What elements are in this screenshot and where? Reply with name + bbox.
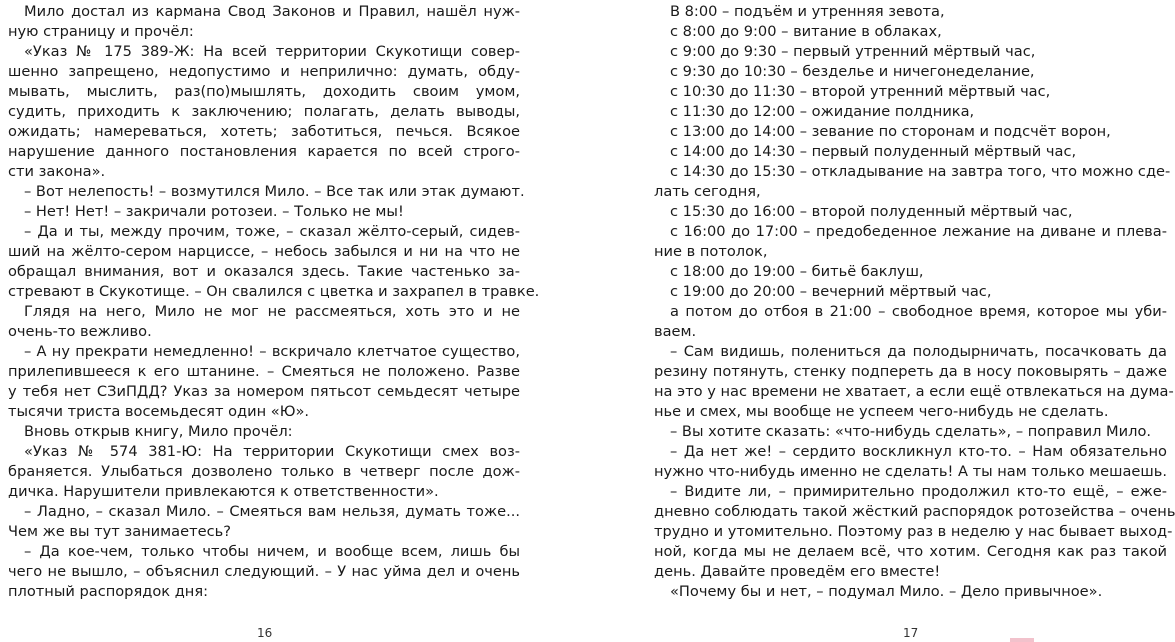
text-line: трудно и утомительно. Поэтому раз в неделю у нас бывает выход-: [654, 523, 1173, 540]
text-line: с 13:00 до 14:00 – зевание по сторонам и подсчёт ворон,: [670, 123, 1111, 140]
text-line: браняется. Улыбаться дозволено только в четверг после дож-: [8, 463, 520, 480]
text-line: судить, приходить к заключению; полагать, делать выводы,: [8, 103, 520, 120]
edge-color-mark: [1010, 638, 1034, 642]
text-line: с 16:00 до 17:00 – предобеденное лежание на диване и плева-: [670, 223, 1167, 240]
text-line: плотный распорядок дня:: [8, 583, 209, 600]
text-line: с 9:30 до 10:30 – безделье и ничегонеделание,: [670, 63, 1035, 80]
text-line: нье и смех, мы вообще не успеем чего-нибудь не сделать.: [654, 403, 1109, 420]
text-line: с 18:00 до 19:00 – битьё баклуш,: [670, 263, 924, 280]
text-line: а потом до отбоя в 21:00 – свободное время, которое мы уби-: [670, 303, 1167, 320]
text-line: с 14:00 до 14:30 – первый полуденный мёртвый час,: [670, 143, 1077, 160]
text-line: на это у нас времени не хватает, а если ещё отвлекаться на дума-: [654, 383, 1174, 400]
text-line: Глядя на него, Мило не мог не рассмеяться, хоть это и не: [24, 303, 520, 320]
text-line: с 19:00 до 20:00 – вечерний мёртвый час,: [670, 283, 992, 300]
text-line: шенно запрещено, недопустимо и неприлично: думать, обду-: [8, 63, 520, 80]
text-line: ние в потолок,: [654, 243, 768, 260]
text-line: лать сегодня,: [654, 183, 761, 200]
text-line: резину потянуть, стенку подпереть да в носу поковырять – даже: [654, 363, 1167, 380]
text-line: – А ну прекрати немедленно! – вскричало клетчатое существо,: [24, 343, 520, 360]
text-line: Вновь открыв книгу, Мило прочёл:: [24, 423, 293, 440]
text-line: нарушение данного постановления карается по всей строго-: [8, 143, 520, 160]
text-line: Мило достал из кармана Свод Законов и Правил, нашёл нуж-: [24, 3, 520, 20]
text-line: с 15:30 до 16:00 – второй полуденный мёртвый час,: [670, 203, 1073, 220]
text-line: сти закона».: [8, 163, 106, 180]
text-line: ную страницу и прочёл:: [8, 23, 194, 40]
text-line: – Нет! Нет! – закричали ротозеи. – Только не мы!: [24, 203, 404, 220]
text-line: очень-то вежливо.: [8, 323, 152, 340]
text-line: – Да и ты, между прочим, тоже, – сказал жёлто-серый, сидев-: [24, 223, 520, 240]
text-line: с 14:30 до 15:30 – откладывание на завтра того, что можно сде-: [670, 163, 1171, 180]
text-line: – Да нет же! – сердито воскликнул кто-то. – Нам обязательно: [670, 443, 1167, 460]
text-line: тысячи триста восемьдесят один «Ю».: [8, 403, 310, 420]
text-line: ваем.: [654, 323, 697, 340]
text-line: Чем же вы тут занимаетесь?: [8, 523, 231, 540]
text-line: – Вы хотите сказать: «что-нибудь сделать», – поправил Мило.: [670, 423, 1152, 440]
text-line: – Видите ли, – примирительно продолжил кто-то ещё, – еже-: [670, 483, 1167, 500]
text-line: ожидать; намереваться, хотеть; заботиться, печься. Всякое: [8, 123, 520, 140]
left-page-number: 16: [257, 626, 273, 640]
text-line: у тебя нет СЗиПДД? Указ за номером пятьсот семьдесят четыре: [8, 383, 520, 400]
text-line: с 8:00 до 9:00 – витание в облаках,: [670, 23, 942, 40]
text-line: – Вот нелепость! – возмутился Мило. – Все так или этак думают.: [24, 183, 525, 200]
text-line: с 11:30 до 12:00 – ожидание полдника,: [670, 103, 975, 120]
text-line: обращал внимания, вот и оказался здесь. Такие частенько за-: [8, 263, 520, 280]
text-line: «Указ № 175 389-Ж: На всей территории Скукотищи совер-: [24, 43, 520, 60]
text-line: с 9:00 до 9:30 – первый утренний мёртвый час,: [670, 43, 1036, 60]
text-line: ший на жёлто-сером нарциссе, – небось забылся и ни на что не: [8, 243, 520, 260]
text-line: «Почему бы и нет, – подумал Мило. – Дело привычное».: [670, 583, 1103, 600]
text-line: – Да кое-чем, только чтобы ничем, и вообще всем, лишь бы: [24, 543, 520, 560]
text-line: с 10:30 до 11:30 – второй утренний мёртвый час,: [670, 83, 1051, 100]
text-line: прилепившееся к его штанине. – Смеяться не положено. Разве: [8, 363, 520, 380]
text-line: – Ладно, – сказал Мило. – Смеяться вам нельзя, думать тоже...: [24, 503, 520, 520]
text-line: мывать, мыслить, раз(по)мышлять, доходить своим умом,: [8, 83, 520, 100]
text-line: В 8:00 – подъём и утренняя зевота,: [670, 3, 945, 20]
text-line: дичка. Нарушители привлекаются к ответственности».: [8, 483, 439, 500]
text-line: день. Давайте проведём его вместе!: [654, 563, 941, 580]
text-line: нужно что-нибудь именно не сделать! А ты нам только мешаешь.: [654, 463, 1167, 480]
text-line: дневно соблюдать такой жёсткий распорядок ротозейства – очень: [654, 503, 1175, 520]
text-line: – Сам видишь, полениться да полодырничать, посачковать да: [670, 343, 1167, 360]
right-page-number: 17: [903, 626, 919, 640]
text-line: чего не вышло, – объяснил следующий. – У нас уйма дел и очень: [8, 563, 520, 580]
text-line: «Указ № 574 381-Ю: На территории Скукотищи смех воз-: [24, 443, 520, 460]
text-line: ной, когда мы не делаем всё, что хотим. Сегодня как раз такой: [654, 543, 1167, 560]
text-line: стревают в Скукотище. – Он свалился с цветка и захрапел в травке.: [8, 283, 540, 300]
